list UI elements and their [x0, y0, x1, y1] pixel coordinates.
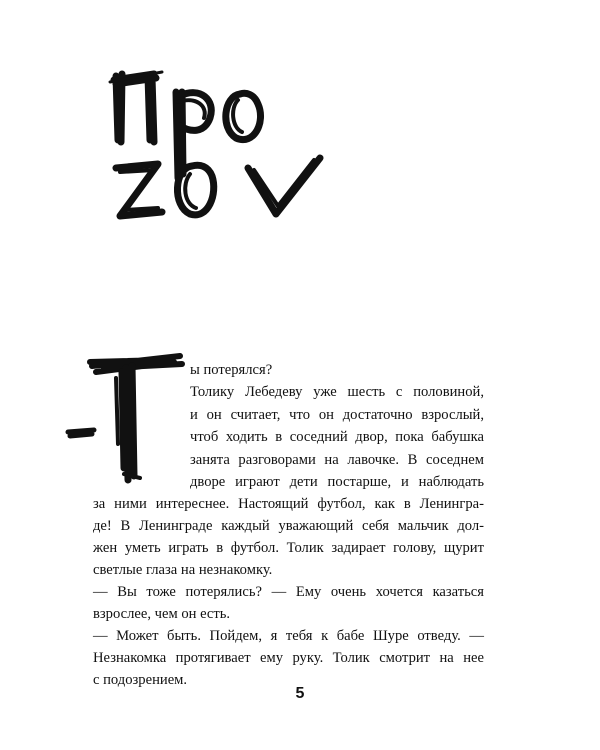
page-number: 5	[295, 685, 305, 702]
body-line: с подозрением.	[93, 672, 188, 688]
body-line: светлые глаза на незнакомку.	[93, 562, 273, 578]
body-line: Незнакомка протягивает ему руку. Толик смотрит на нее	[93, 650, 484, 666]
body-line: и он считает, что он достаточно взрослый,	[190, 406, 484, 423]
body-line: — Может быть. Пойдем, я тебя к бабе Шуре отведу. —	[93, 628, 484, 644]
chapter-heading-lettering	[108, 56, 340, 236]
body-line: де! В Ленинграде каждый уважающий себя мальчик дол-	[93, 518, 484, 534]
body-line: — Вы тоже потерялись? — Ему очень хочется казаться	[93, 584, 484, 600]
body-line: за ними интереснее. Настоящий футбол, как в Ленингра-	[93, 496, 484, 512]
body-line: взрослее, чем он есть.	[93, 606, 231, 622]
body-line: Толику Лебедеву уже шесть с половиной,	[190, 384, 484, 401]
body-line: чтоб ходить в соседний двор, пока бабушка	[190, 429, 484, 446]
body-line: ы потерялся?	[190, 362, 273, 378]
body-line: занята разговорами на лавочке. В соседнем	[190, 451, 484, 468]
body-line: дворе играют дети постарше, и наблюдать	[190, 474, 484, 490]
drop-cap-letter	[64, 348, 189, 488]
body-line: жен уметь играть в футбол. Толик задирает голову, щурит	[93, 540, 484, 556]
